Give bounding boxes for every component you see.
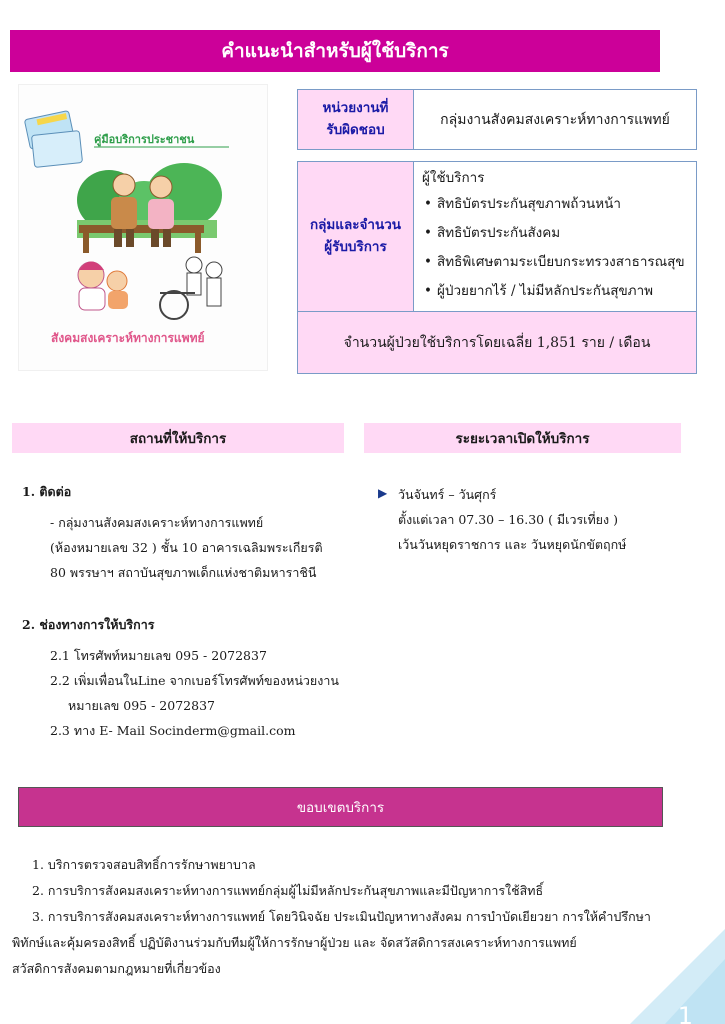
recipients-table <box>297 161 697 374</box>
place-heading: สถานที่ให้บริการ <box>12 423 344 453</box>
responsible-unit-value: กลุ่มงานสังคมสงเคราะห์ทางการแพทย์ <box>440 111 670 128</box>
scope-line: 2. การบริการสังคมสงเคราะห์ทางการแพทย์กลุ่มผู้ไม่มีหลักประกันสุขภาพและมีปัญหาการใช้สิทธิ์ <box>32 883 544 898</box>
hours-line: เว้นวันหยุดราชการ และ วันหยุดนักขัตฤกษ์ <box>398 537 627 552</box>
recipients-list <box>422 190 696 306</box>
contact-line: - กลุ่มงานสังคมสงเคราะห์ทางการแพทย์ <box>50 515 264 530</box>
channel-line: หมายเลข 095 - 2072837 <box>68 698 215 713</box>
channel-line: 2.1 โทรศัพท์หมายเลข 095 - 2072837 <box>50 648 267 663</box>
scope-list <box>12 852 651 982</box>
list-item: • สิทธิบัตรประกันสุขภาพถ้วนหน้า <box>422 190 696 219</box>
list-item: • ผู้ป่วยยากไร้ / ไม่มีหลักประกันสุขภาพ <box>422 277 696 306</box>
caregiver-icon <box>78 262 128 311</box>
recipients-head: ผู้ใช้บริการ <box>422 170 485 186</box>
contact-title: 1. ติดต่อ <box>22 484 72 499</box>
list-item: • สิทธิบัตรประกันสังคม <box>422 219 696 248</box>
illustration-caption: สังคมสงเคราะห์ทางการแพทย์ <box>51 331 205 345</box>
list-item: • สิทธิพิเศษตามระเบียบกระทรวงสาธารณสุข <box>422 248 696 277</box>
responsible-unit-table <box>297 89 697 150</box>
label-line: รับผิดชอบ <box>326 121 385 138</box>
channel-line: 2.2 เพิ่มเพื่อนในLine จากเบอร์โทรศัพท์ของหน่วยงาน <box>50 673 339 688</box>
average-users: จำนวนผู้ป่วยใช้บริการโดยเฉลี่ย 1,851 ราย / เดือน <box>298 312 696 373</box>
corner-decoration <box>610 929 725 1024</box>
id-cards-icon <box>24 111 82 168</box>
page-number: 1 <box>677 1002 693 1024</box>
service-locations <box>22 482 352 743</box>
illustration-heading: คู่มือบริการประชาชน <box>94 133 195 146</box>
label-line: กลุ่มและจำนวน <box>309 216 402 233</box>
channels-title: 2. ช่องทางการให้บริการ <box>22 617 155 632</box>
scope-line: 3. การบริการสังคมสงเคราะห์ทางการแพทย์ โดยวินิจฉัย ประเมินปัญหาทางสังคม การบำบัดเยียวยา การให้คำปรึกษา <box>32 909 651 924</box>
service-illustration <box>18 84 268 371</box>
scope-line: 1. บริการตรวจสอบสิทธิ์การรักษาพยาบาล <box>32 857 256 872</box>
recipients-label <box>298 162 414 311</box>
contact-line: (ห้องหมายเลข 32 ) ชั้น 10 อาคารเฉลิมพระเกียรติ <box>50 540 323 555</box>
scope-line: พิทักษ์และคุ้มครองสิทธิ์ ปฏิบัติงานร่วมกับทีมผู้ให้การรักษาผู้ป่วย และ จัดสวัสดิการสงเคราะห์ทางการแพทย์ <box>12 935 577 950</box>
recipients-value <box>414 162 696 311</box>
page-title: คำแนะนำสำหรับผู้ใช้บริการ <box>10 30 660 72</box>
responsible-unit-label <box>298 90 414 149</box>
scope-heading: ขอบเขตบริการ <box>18 787 663 827</box>
scope-line: สวัสดิการสังคมตามกฎหมายที่เกี่ยวข้อง <box>12 961 221 976</box>
wheelchair-icon <box>160 257 222 319</box>
hours-heading: ระยะเวลาเปิดให้บริการ <box>364 423 681 453</box>
contact-line: 80 พรรษาฯ สถาบันสุขภาพเด็กแห่งชาติมหาราชินี <box>50 565 317 580</box>
hours-line: ตั้งแต่เวลา 07.30 – 16.30 ( มีเวรเที่ยง ) <box>398 512 618 527</box>
label-line: ผู้รับบริการ <box>324 238 387 255</box>
label-line: หน่วยงานที่ <box>322 99 389 116</box>
opening-hours <box>378 482 698 557</box>
channel-line: 2.3 ทาง E- Mail Socinderm@gmail.com <box>50 723 296 738</box>
hours-line: วันจันทร์ – วันศุกร์ <box>398 487 497 502</box>
triangle-bullet-icon: ▶ <box>378 486 388 500</box>
